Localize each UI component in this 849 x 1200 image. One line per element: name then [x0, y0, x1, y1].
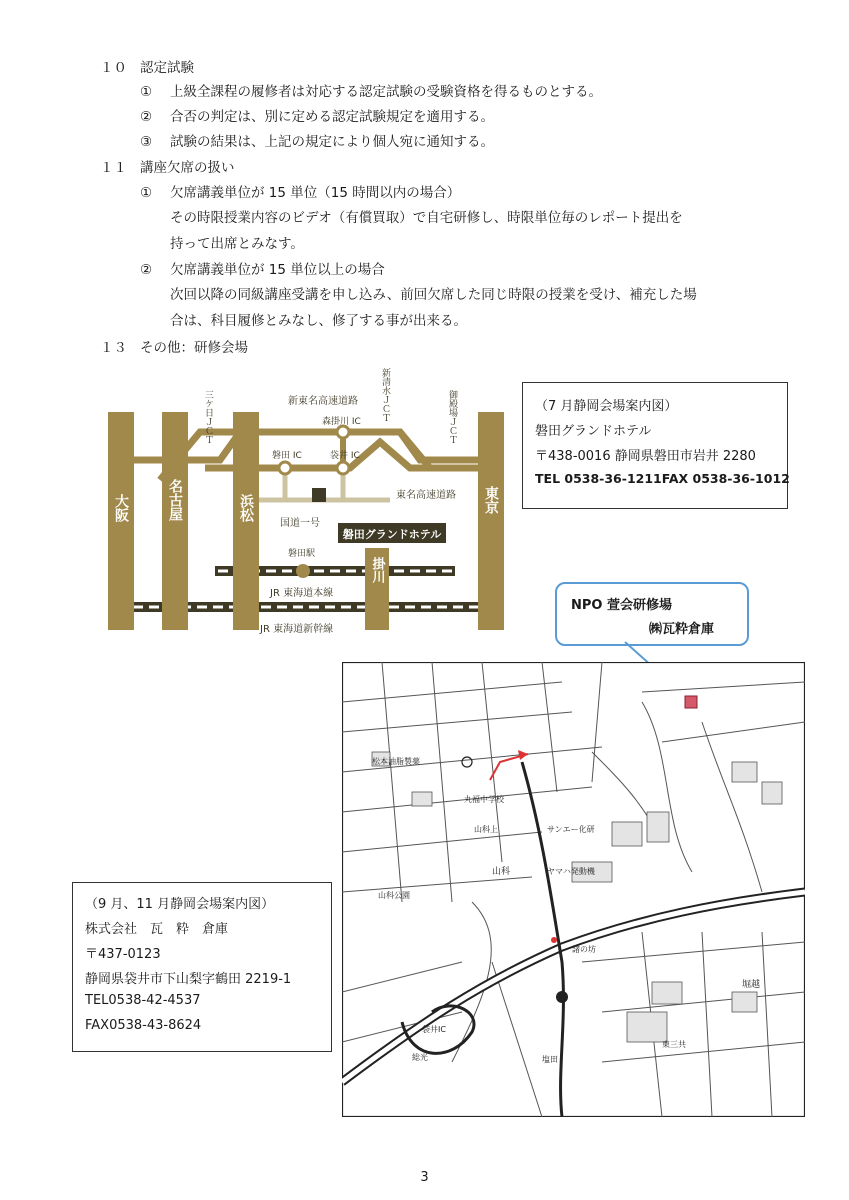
callout-line2: ㈱瓦粋倉庫 — [649, 622, 715, 637]
section-11-number: １１ — [100, 160, 127, 176]
section-10-number: １０ — [100, 60, 127, 76]
map-label-sokou: 総光 — [412, 1053, 428, 1062]
venue-sep-nov-box — [72, 882, 332, 1052]
item-text: その時限授業内容のビデオ（有償買取）で自宅研修し、時限単位毎のレポート提出を — [170, 210, 683, 226]
iwata-ic-marker — [279, 462, 291, 474]
map-label-sanshin: サンエー化研 — [547, 825, 595, 834]
venue-sep-nov-heading: （9 月、11 月静岡会場案内図） — [85, 897, 275, 912]
item-text: 試験の結果は、上記の規定により個人宛に通知する。 — [170, 134, 494, 150]
map-label-matsumoto: 松本油脂製薬 — [372, 757, 420, 766]
map-label-minami: 諸の坊 — [572, 945, 596, 954]
venue-july-heading: （7 月静岡会場案内図） — [535, 399, 678, 414]
tomei-label: 東名高速道路 — [396, 490, 456, 501]
city-osaka-label: 大阪 — [113, 494, 129, 522]
fukuroi-ic-marker — [337, 462, 349, 474]
page-number: 3 — [420, 1170, 429, 1185]
map-label-fukuroi-ic: 袋井IC — [422, 1025, 446, 1034]
venue-july-name: 磐田グランドホテル — [535, 424, 652, 439]
map-label-horikoshi: 堀越 — [742, 980, 761, 990]
route-shield-icon — [556, 991, 568, 1003]
item-text: 欠席講義単位が 15 単位（15 時間以内の場合） — [170, 185, 461, 201]
mikkabi-jct-label: 三ケ日ＪＣＴ — [203, 390, 213, 444]
item-text: 次回以降の同級講座受講を申し込み、前回欠席した同じ時限の授業を受け、補充した場 — [170, 287, 697, 303]
jr-main-label: JR 東海道本線 — [270, 588, 334, 599]
map-label-yamashina: 山科 — [492, 867, 511, 877]
venue-sep-nov-address: 静岡県袋井市下山梨字鶴田 2219-1 — [85, 972, 292, 987]
city-kakegawa-label: 掛川 — [369, 557, 385, 583]
ic-dot — [551, 937, 557, 943]
section-13-title: その他：研修会場 — [140, 340, 248, 356]
route-map — [100, 360, 510, 635]
venue-sep-nov-tel: TEL0538-42-4537 — [85, 993, 201, 1008]
callout-line1: NPO 萱会研修場 — [571, 598, 672, 613]
item-text: 持って出席とみなす。 — [170, 236, 304, 252]
shin-shimizu-jct-label: 新清水ＪＣＴ — [380, 368, 390, 422]
venue-july-phone: TEL 0538-36-1211FAX 0538-36-1012 — [535, 471, 790, 486]
map-label-yamaha: ヤマハ発動機 — [547, 867, 595, 876]
route1-label: 国道一号 — [280, 518, 320, 529]
morikakegawa-ic-marker — [337, 426, 349, 438]
item-text: 欠席講義単位が 15 単位以上の場合 — [170, 262, 385, 278]
city-nagoya-label: 名古屋 — [167, 479, 183, 521]
section-10-title: 認定試験 — [140, 60, 194, 76]
map-label-shiota: 塩田 — [542, 1055, 558, 1064]
hotel-marker — [312, 488, 326, 502]
pillar-tokyo — [478, 412, 504, 630]
iwata-ic-label: 磐田 IC — [272, 451, 302, 461]
city-tokyo-label: 東京 — [483, 486, 499, 514]
hotel-label: 磐田グランドホテル — [342, 528, 442, 541]
venue-callout — [555, 582, 749, 646]
jr-shinkansen-label: JR 東海道新幹線 — [260, 624, 334, 635]
map-label-yamashina-kouen: 山科公園 — [378, 891, 410, 900]
section-11-title: 講座欠席の扱い — [140, 160, 235, 176]
map-label-yamashina-ue: 山科上 — [474, 825, 498, 834]
item-text: 合否の判定は、別に定める認定試験規定を適用する。 — [170, 109, 494, 125]
iwata-station-label: 磐田駅 — [288, 549, 316, 559]
item-mark: ② — [140, 262, 153, 278]
gotemba-jct-label: 御殿場ＪＣＴ — [447, 390, 457, 444]
item-text: 上級全課程の履修者は対応する認定試験の受験資格を得るものとする。 — [170, 84, 602, 100]
venue-sep-nov-postal: 〒437-0123 — [85, 947, 161, 962]
city-hamamatsu-label: 浜松 — [238, 494, 254, 522]
venue-marker — [685, 696, 697, 708]
pillar-nagoya — [162, 412, 188, 630]
item-mark: ③ — [140, 134, 153, 150]
street-map — [342, 662, 805, 1117]
venue-july-box — [522, 382, 788, 509]
shin-tomei-label: 新東名高速道路 — [288, 396, 358, 407]
iwata-station-marker — [296, 564, 310, 578]
item-mark: ① — [140, 185, 153, 201]
map-label-minami2: 東三共 — [662, 1040, 686, 1049]
venue-sep-nov-fax: FAX0538-43-8624 — [85, 1018, 202, 1033]
item-text: 合は、科目履修とみなし、修了する事が出来る。 — [170, 313, 467, 329]
venue-sep-nov-company: 株式会社 瓦 粋 倉庫 — [85, 922, 229, 937]
venue-july-address: 〒438-0016 静岡県磐田市岩井 2280 — [535, 449, 756, 464]
item-mark: ② — [140, 109, 153, 125]
section-13-number: １３ — [100, 340, 127, 356]
fukuroi-ic-label: 袋井 IC — [330, 451, 360, 461]
morikakegawa-ic-label: 森掛川 IC — [322, 417, 361, 427]
item-mark: ① — [140, 84, 153, 100]
map-label-maruyama: 丸福中学校 — [464, 795, 504, 804]
